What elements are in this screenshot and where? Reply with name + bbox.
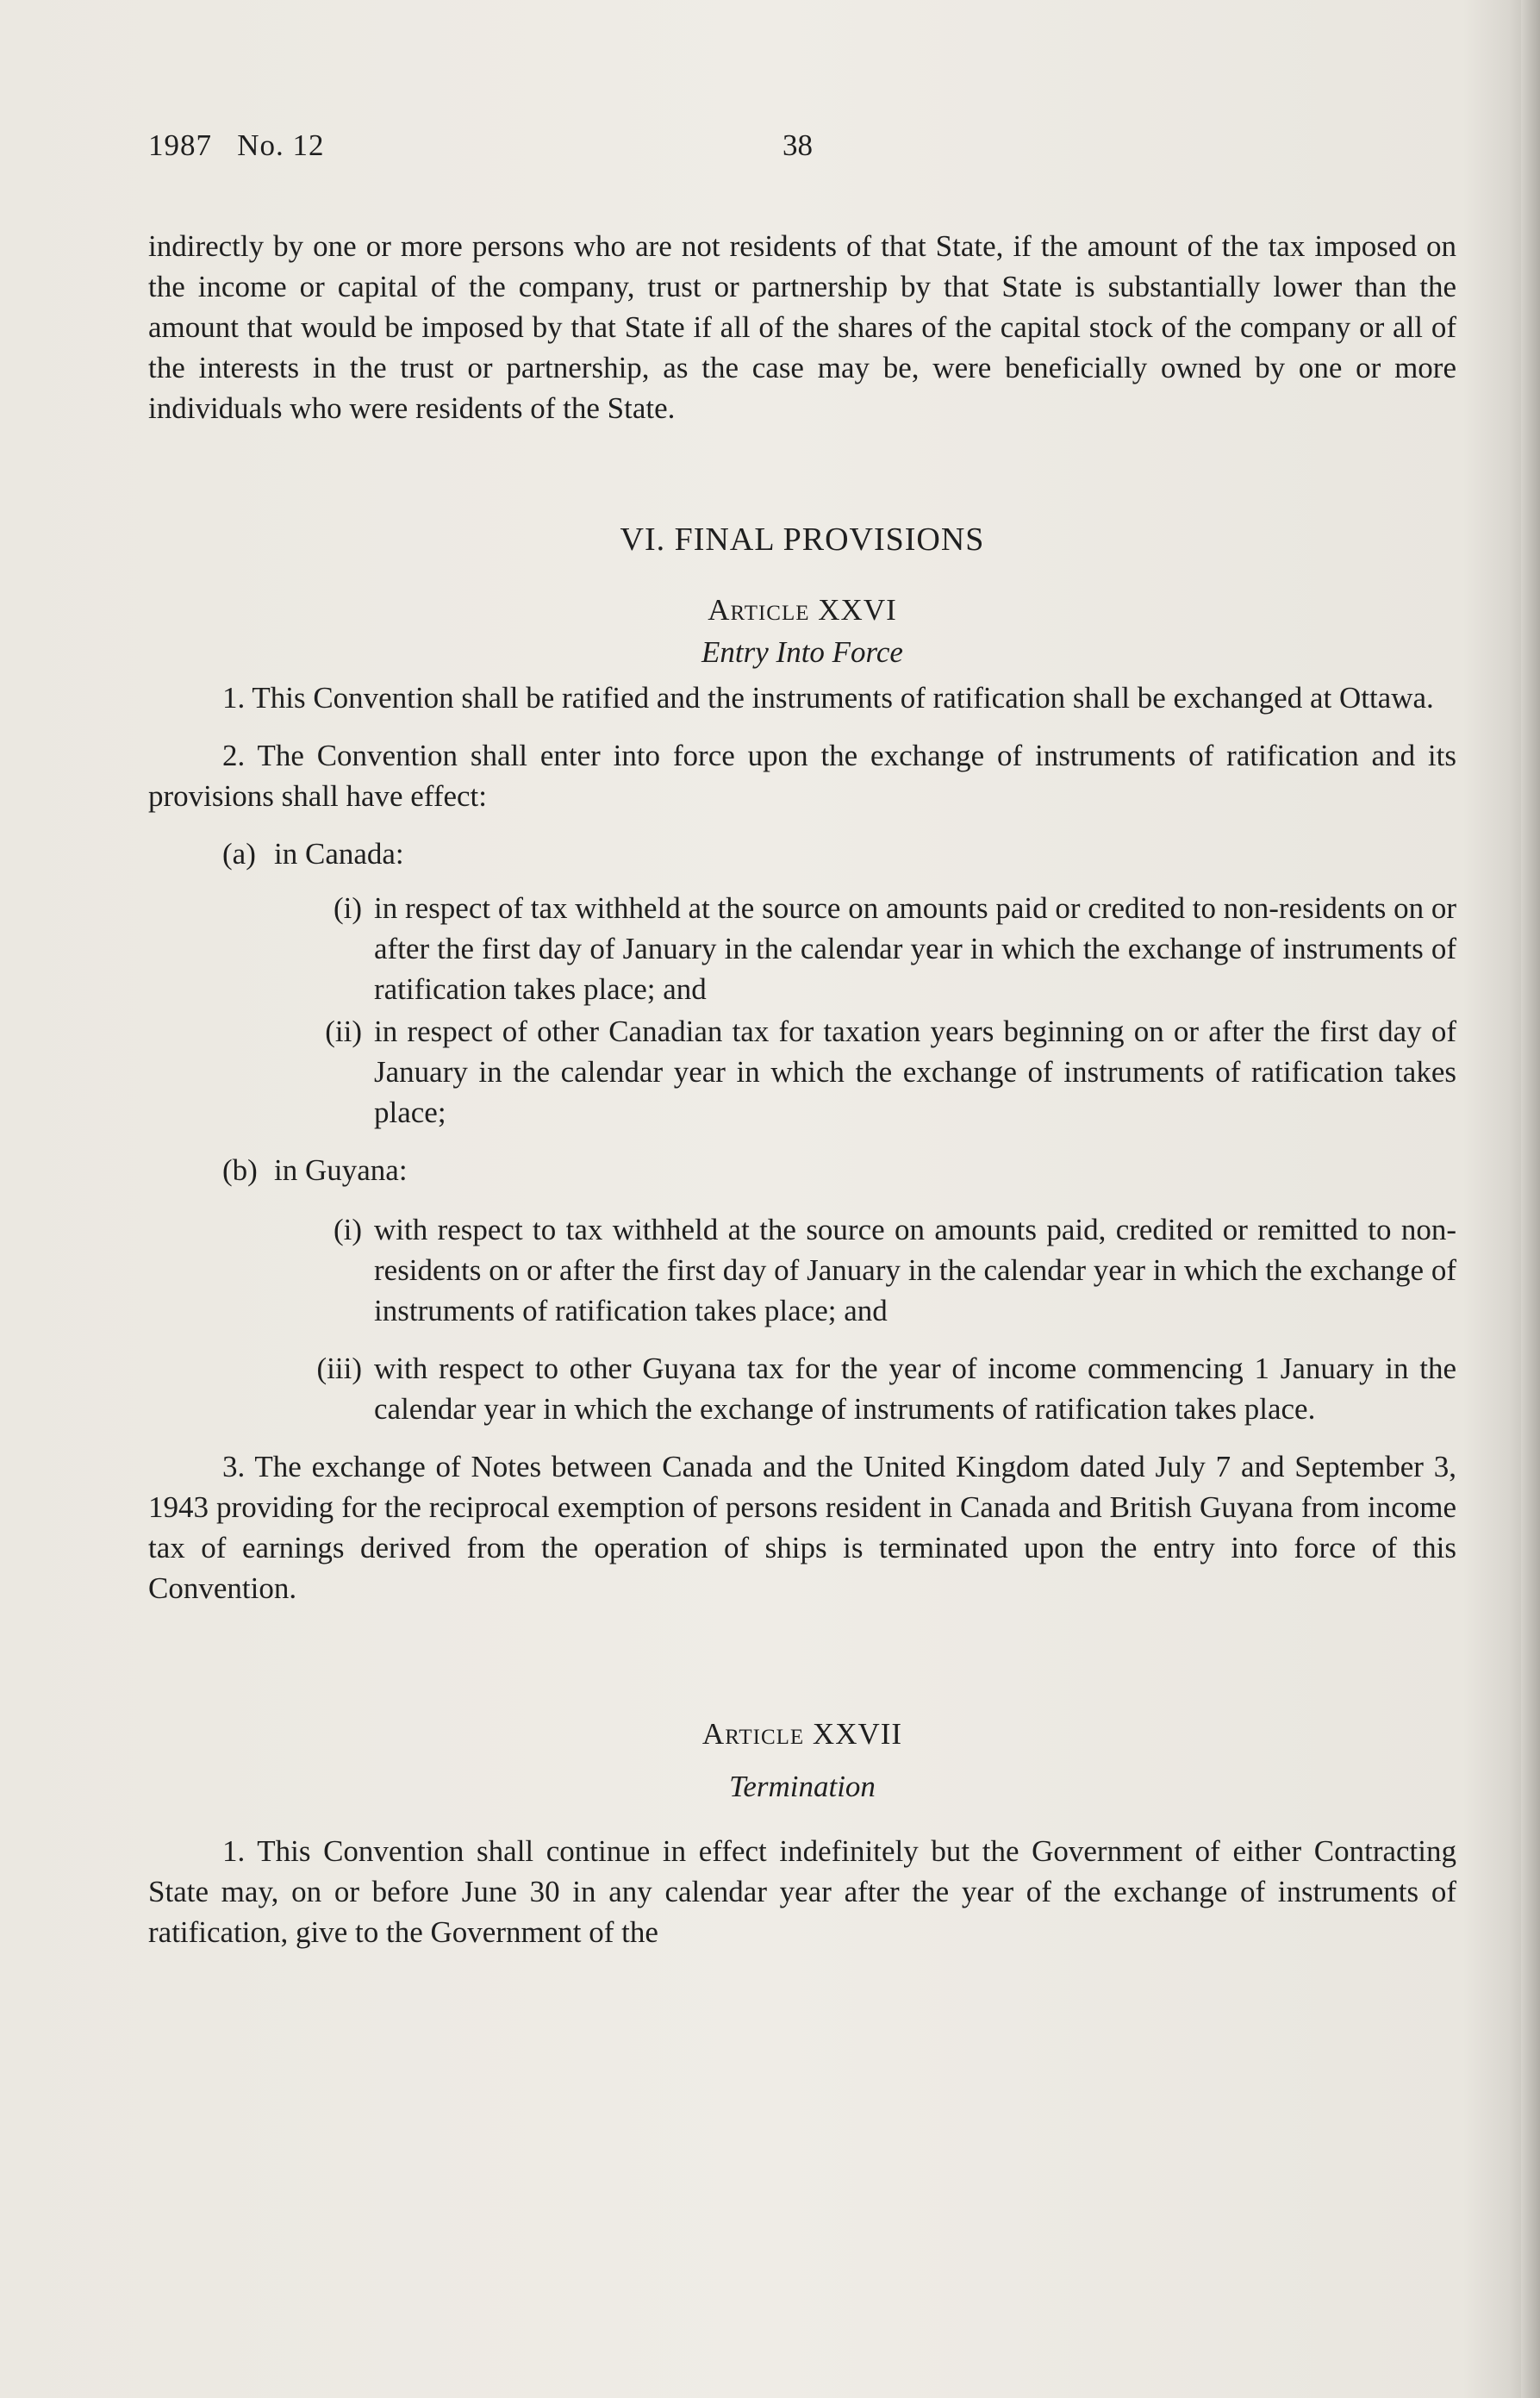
article-27-title: Article XXVII [701,1717,903,1751]
page-header [148,125,1456,165]
article-26-paragraph-1: 1. This Convention shall be ratified and the instruments of ratification shall be exchanged at Ottawa. [222,681,1434,715]
section-title: VI. FINAL PROVISIONS [620,521,985,558]
statute-reference: 1987 No. 12 [148,128,325,162]
list-item-b-iii-label: (iii) [316,1352,362,1385]
article-27-subtitle: Termination [729,1770,876,1803]
article-26-title: Article XXVI [708,593,897,627]
page-number: 38 [782,128,813,162]
list-item-a-ii-text: in respect of other Canadian tax for taxation years beginning on or after the first day of January in the calendar year in which the exchange of instruments of ratification takes place; [374,1015,1456,1129]
list-item-a-ii-label: (ii) [325,1015,362,1048]
article-26-paragraph-2: 2. The Convention shall enter into force upon the exchange of instruments of ratification and its provisions shall have effect: [148,739,1456,813]
list-item-b [148,1150,1456,1190]
list-item-b-i-label: (i) [333,1213,362,1246]
list-item-b-iii-text: with respect to other Guyana tax for the year of income commencing 1 January in the calendar year in which the exchange of instruments of ratification takes place. [374,1352,1456,1426]
article-26-subtitle: Entry Into Force [701,635,903,669]
opening-paragraph: indirectly by one or more persons who are not residents of that State, if the amount of the tax imposed on the income or capital of the company, trust or partnership by that State is substantially lower than the amount that would be imposed by that State if all of the shares of the capital stock of the company or all of the interests in the trust or partnership, as the case may be, were beneficially owned by one or more individuals who were residents of the State. [148,229,1456,425]
list-item-a-i [148,888,1456,1009]
list-item-a-label: (a) [222,837,256,871]
list-item-a [148,834,1456,874]
list-item-b-label: (b) [222,1153,258,1187]
article-26-paragraph-3: 3. The exchange of Notes between Canada and the United Kingdom dated July 7 and September 3, 1943 providing for the reciprocal exemption of persons resident in Canada and British Guyana from income tax of earnings derived from the operation of ships is terminated upon the entry into force of this Convention. [148,1450,1456,1605]
list-item-b-text: in Guyana: [274,1153,408,1187]
list-item-b-iii [148,1348,1456,1429]
list-item-b-i-text: with respect to tax withheld at the source on amounts paid, credited or remitted to non-residents on or after the first day of January in the calendar year in which the exchange of instruments of ratification takes place; and [374,1213,1456,1327]
document-body [148,226,1456,1952]
list-item-b-i [148,1209,1456,1331]
list-item-a-ii [148,1011,1456,1133]
article-27-paragraph-1: 1. This Convention shall continue in effect indefinitely but the Government of either Contracting State may, on or before June 30 in any calendar year after the year of the exchange of instruments of ratification, give to the Government of the [148,1834,1456,1949]
list-item-a-text: in Canada: [274,837,404,871]
list-item-a-i-text: in respect of tax withheld at the source on amounts paid or credited to non-residents on or after the first day of January in the calendar year in which the exchange of instruments of ratification takes place; and [374,891,1456,1006]
list-item-a-i-label: (i) [333,891,362,925]
page-edge [1521,0,1540,2398]
